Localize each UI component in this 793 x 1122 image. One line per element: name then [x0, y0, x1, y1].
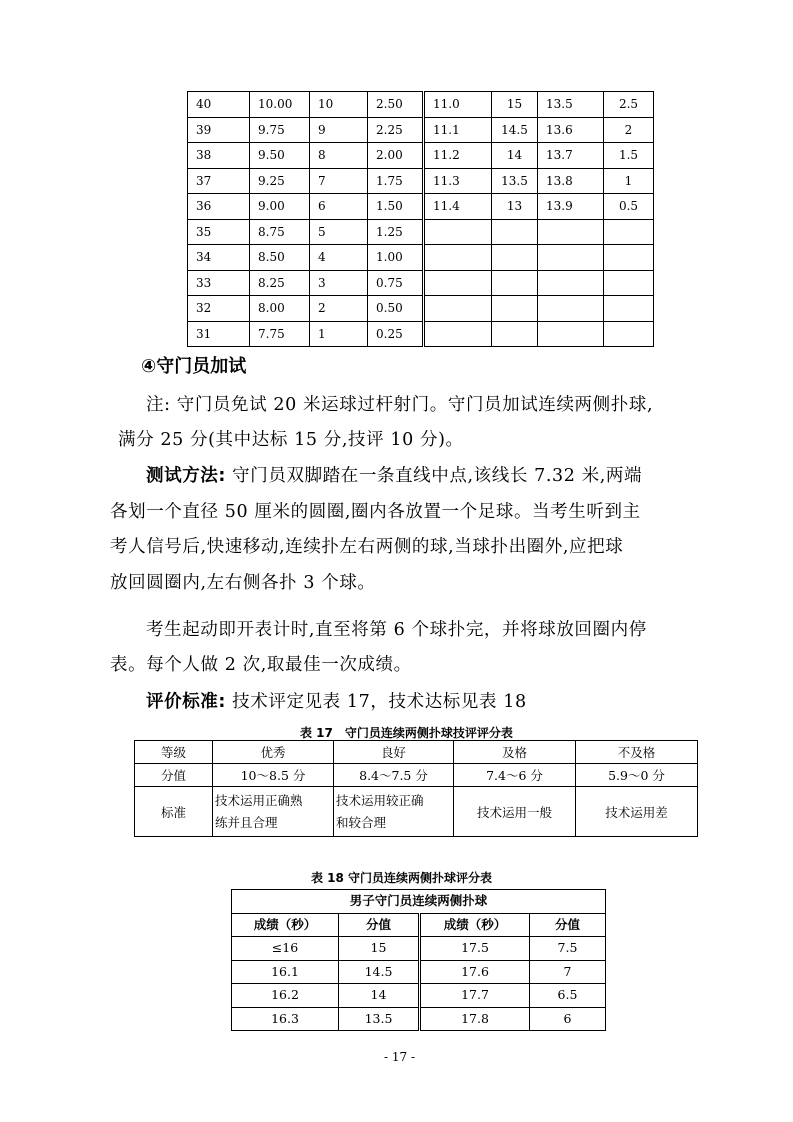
table-cell: 9.50 — [250, 143, 310, 169]
table17-cell: 8.4～7.5 分 — [334, 764, 454, 787]
table-cell: 1.25 — [368, 219, 424, 245]
table18-title-row — [232, 890, 606, 914]
table-cell: 35 — [188, 219, 250, 245]
table-cell: 17.5 — [420, 937, 530, 961]
table-row — [188, 296, 654, 322]
table-cell: 1.00 — [368, 245, 424, 271]
table-cell: 1 — [310, 321, 368, 347]
table17-header: 良好 — [334, 741, 454, 764]
table-cell: 9.00 — [250, 194, 310, 220]
table17-cell: 7.4～6 分 — [454, 764, 576, 787]
table-cell: 5 — [310, 219, 368, 245]
page-number: - 17 - — [384, 1050, 416, 1064]
table-cell: 4 — [310, 245, 368, 271]
table-cell: 32 — [188, 296, 250, 322]
table-row — [188, 245, 654, 271]
table-cell: 13.8 — [538, 168, 604, 194]
table17-cell: 标准 — [135, 787, 213, 837]
table-cell — [424, 245, 492, 271]
table-cell: 37 — [188, 168, 250, 194]
table-cell: 9.75 — [250, 117, 310, 143]
table-row — [232, 960, 606, 984]
table-row — [188, 219, 654, 245]
table17-cell-good: 技术运用较正确 和较合理 — [334, 787, 454, 837]
table-cell: 34 — [188, 245, 250, 271]
table-cell: 11.2 — [424, 143, 492, 169]
table-cell — [492, 296, 538, 322]
table-cell: 33 — [188, 270, 250, 296]
table-cell: 10.00 — [250, 92, 310, 118]
table-cell: 36 — [188, 194, 250, 220]
table-cell: 6.5 — [530, 984, 606, 1008]
table-cell — [538, 321, 604, 347]
table-cell: 17.7 — [420, 984, 530, 1008]
table-cell: 16.3 — [232, 1007, 339, 1031]
table-row — [232, 937, 606, 961]
table-cell: 11.1 — [424, 117, 492, 143]
table17-caption: 表 17 守门员连续两侧扑球技评评分表 — [300, 726, 513, 740]
table-cell: 7.75 — [250, 321, 310, 347]
table-cell: 0.50 — [368, 296, 424, 322]
table18 — [231, 889, 606, 1031]
table18-caption: 表 18 守门员连续两侧扑球评分表 — [311, 871, 493, 885]
method-label: 测试方法: — [146, 466, 226, 486]
table-cell — [492, 219, 538, 245]
table-row — [188, 117, 654, 143]
table-cell: 2 — [604, 117, 654, 143]
score-table — [187, 91, 654, 347]
criteria-line: 评价标准: 技术评定见表 17，技术达标见表 18 — [146, 692, 527, 712]
table-cell: 8 — [310, 143, 368, 169]
table-cell — [492, 245, 538, 271]
table-cell: 11.0 — [424, 92, 492, 118]
table-cell — [424, 270, 492, 296]
table-cell: 1.75 — [368, 168, 424, 194]
table-cell: 0.25 — [368, 321, 424, 347]
table-cell: 11.4 — [424, 194, 492, 220]
table-cell — [604, 321, 654, 347]
table-cell: 13.9 — [538, 194, 604, 220]
table-cell: 7.5 — [530, 937, 606, 961]
table-cell: 14 — [339, 984, 420, 1008]
note-line-2: 满分 25 分(其中达标 15 分,技评 10 分)。 — [118, 430, 464, 450]
table-cell: 38 — [188, 143, 250, 169]
table-cell: 17.6 — [420, 960, 530, 984]
table-cell: 2.25 — [368, 117, 424, 143]
table18-header: 分值 — [339, 913, 420, 937]
table-cell: 7 — [530, 960, 606, 984]
timing-line-1: 考生起动即开表计时,直至将第 6 个球扑完，并将球放回圈内停 — [146, 620, 647, 640]
table-cell: 40 — [188, 92, 250, 118]
table-cell: 8.50 — [250, 245, 310, 271]
table-cell: 31 — [188, 321, 250, 347]
table17-header: 不及格 — [576, 741, 698, 764]
table-cell: 11.3 — [424, 168, 492, 194]
table-cell: 2 — [310, 296, 368, 322]
table17-cell-pass: 技术运用一般 — [454, 787, 576, 837]
table-cell: 16.2 — [232, 984, 339, 1008]
method-line-4: 放回圆圈内,左右侧各扑 3 个球。 — [110, 573, 376, 593]
table17-cell: 分值 — [135, 764, 213, 787]
table-cell — [604, 245, 654, 271]
table-cell: 9 — [310, 117, 368, 143]
table-cell: 8.00 — [250, 296, 310, 322]
method-line-2: 各划一个直径 50 厘米的圆圈,圈内各放置一个足球。当考生听到主 — [110, 502, 641, 522]
table-cell: 17.8 — [420, 1007, 530, 1031]
table17-header: 优秀 — [213, 741, 334, 764]
table-cell — [538, 270, 604, 296]
table-cell: 13.5 — [339, 1007, 420, 1031]
section-title: ④守门员加试 — [141, 356, 247, 377]
table-cell: 1.5 — [604, 143, 654, 169]
table-cell — [424, 296, 492, 322]
table18-header: 成绩（秒） — [420, 913, 530, 937]
table-cell: 9.25 — [250, 168, 310, 194]
table-cell: 8.25 — [250, 270, 310, 296]
table-cell — [492, 270, 538, 296]
table17 — [134, 740, 698, 837]
table17-header-row — [135, 741, 698, 764]
table-cell: 7 — [310, 168, 368, 194]
table-cell — [424, 321, 492, 347]
table-cell — [492, 321, 538, 347]
table-cell — [604, 270, 654, 296]
table-row — [188, 321, 654, 347]
table-cell: 1 — [604, 168, 654, 194]
table-cell: 13.5 — [538, 92, 604, 118]
table-cell — [424, 219, 492, 245]
table-row — [188, 143, 654, 169]
table-cell: 6 — [530, 1007, 606, 1031]
table-cell: 10 — [310, 92, 368, 118]
table-cell: 13 — [492, 194, 538, 220]
table-row — [188, 92, 654, 118]
table-row — [188, 194, 654, 220]
table-row — [188, 270, 654, 296]
table-cell: 13.7 — [538, 143, 604, 169]
table17-cell: 10～8.5 分 — [213, 764, 334, 787]
criteria-label: 评价标准: — [146, 692, 226, 712]
table-cell — [538, 296, 604, 322]
table-cell: ≤16 — [232, 937, 339, 961]
table-cell: 13.5 — [492, 168, 538, 194]
table-cell: 1.50 — [368, 194, 424, 220]
table-cell — [604, 219, 654, 245]
table-row — [232, 1007, 606, 1031]
table-row — [188, 168, 654, 194]
method-line-3: 考人信号后,快速移动,连续扑左右两侧的球,当球扑出圈外,应把球 — [110, 537, 624, 557]
table-cell: 2.00 — [368, 143, 424, 169]
table18-header-row — [232, 913, 606, 937]
table18-title: 男子守门员连续两侧扑球 — [232, 890, 606, 914]
table-cell: 6 — [310, 194, 368, 220]
table17-cell-excellent: 技术运用正确熟 练并且合理 — [213, 787, 334, 837]
table17-score-row — [135, 764, 698, 787]
table-cell: 2.50 — [368, 92, 424, 118]
table-cell: 14.5 — [339, 960, 420, 984]
table-cell — [538, 245, 604, 271]
table-cell: 39 — [188, 117, 250, 143]
table-cell — [538, 219, 604, 245]
table-cell: 0.75 — [368, 270, 424, 296]
table-cell: 16.1 — [232, 960, 339, 984]
table-cell: 13.6 — [538, 117, 604, 143]
table-cell: 15 — [339, 937, 420, 961]
table18-header: 分值 — [530, 913, 606, 937]
table-row — [232, 984, 606, 1008]
table17-cell: 5.9～0 分 — [576, 764, 698, 787]
table17-standard-row — [135, 787, 698, 837]
note-line-1: 注: 守门员免试 20 米运球过杆射门。守门员加试连续两侧扑球, — [146, 395, 654, 415]
timing-line-2: 表。每个人做 2 次,取最佳一次成绩。 — [110, 655, 412, 675]
table-cell: 14 — [492, 143, 538, 169]
table17-cell-fail: 技术运用差 — [576, 787, 698, 837]
table-cell: 14.5 — [492, 117, 538, 143]
table-cell: 8.75 — [250, 219, 310, 245]
table-cell: 2.5 — [604, 92, 654, 118]
table-cell: 3 — [310, 270, 368, 296]
table-cell: 0.5 — [604, 194, 654, 220]
table-cell: 15 — [492, 92, 538, 118]
table18-header: 成绩（秒） — [232, 913, 339, 937]
table17-header: 及格 — [454, 741, 576, 764]
table-cell — [604, 296, 654, 322]
table17-header: 等级 — [135, 741, 213, 764]
method-line-1: 测试方法: 守门员双脚踏在一条直线中点,该线长 7.32 米,两端 — [146, 466, 643, 486]
